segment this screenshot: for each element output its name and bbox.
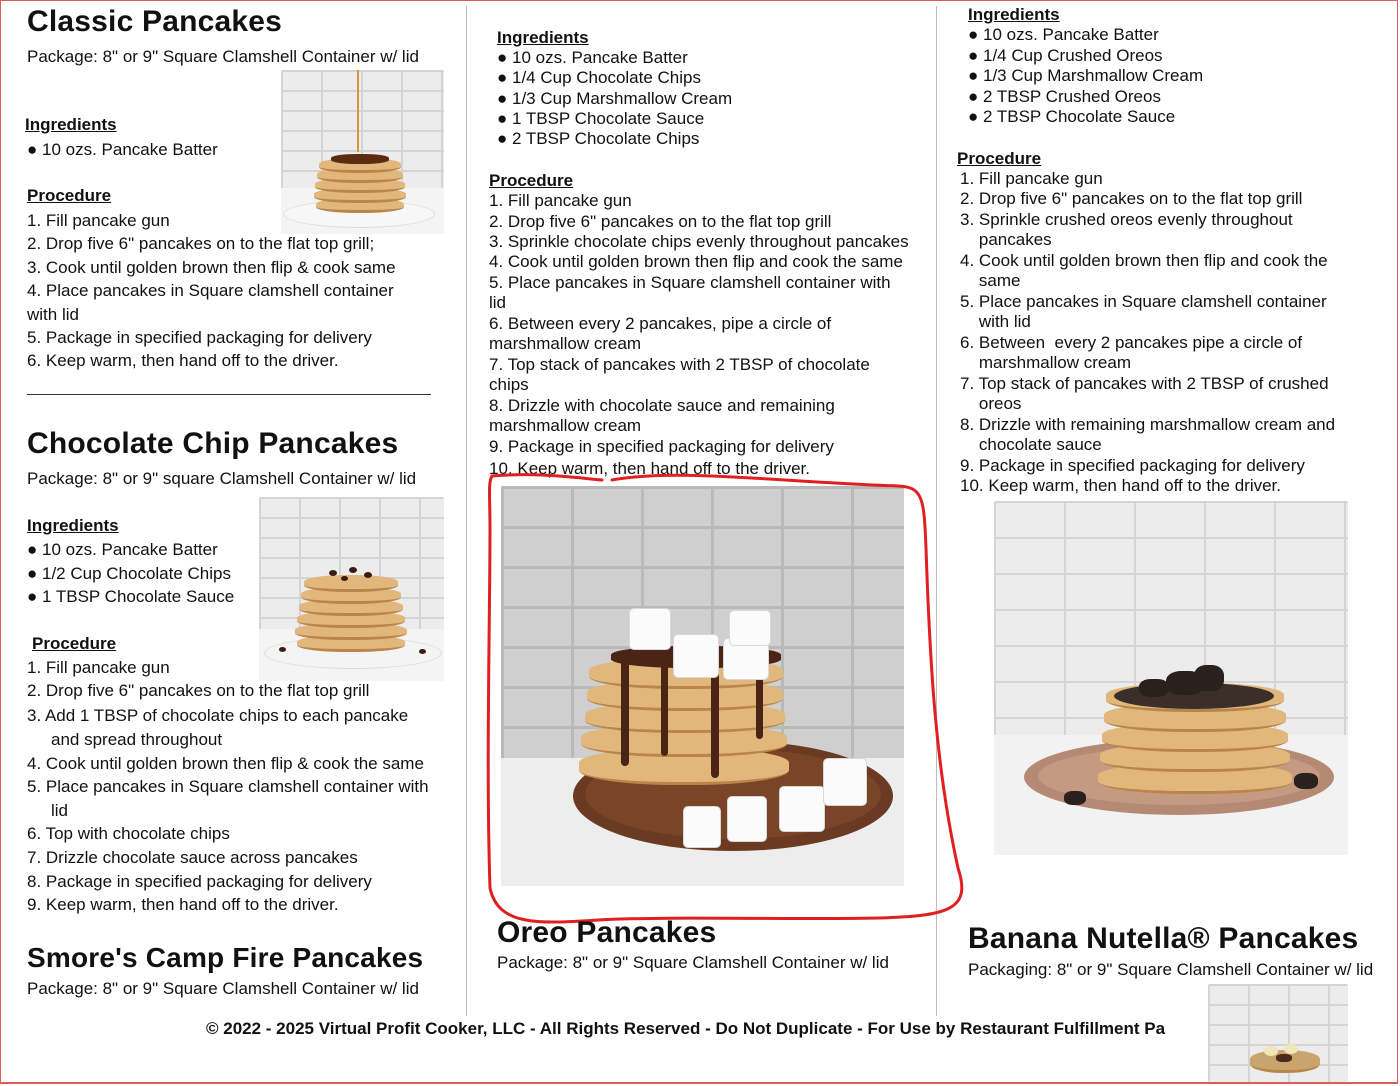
classic-ingredient-1: ● 10 ozs. Pancake Batter [27, 140, 218, 159]
section-divider [27, 394, 431, 395]
smores-ingredient: ● 2 TBSP Chocolate Chips [497, 129, 700, 148]
smores-step: 5. Place pancakes in Square clamshell container with [489, 273, 891, 292]
oreo-step: 1. Fill pancake gun [960, 169, 1103, 188]
banana-pancake-photo [1208, 984, 1348, 1082]
chocchip-procedure-heading: Procedure [32, 634, 117, 653]
smores-step: 8. Drizzle with chocolate sauce and remaining [489, 396, 835, 415]
smores-ingredient: ● 10 ozs. Pancake Batter [497, 48, 688, 67]
oreo-pancake-photo [994, 501, 1348, 855]
smores-ingredient: ● 1/4 Cup Chocolate Chips [497, 68, 701, 87]
oreo-ingredient: ● 2 TBSP Crushed Oreos [968, 87, 1161, 106]
classic-step: 2. Drop five 6" pancakes on to the flat top grill; [27, 234, 375, 253]
oreo-ingredient: ● 1/4 Cup Crushed Oreos [968, 46, 1163, 65]
chocchip-ingredient: ● 1/2 Cup Chocolate Chips [27, 564, 231, 583]
oreo-step: pancakes [960, 230, 1052, 249]
classic-step: with lid [27, 305, 79, 324]
smores-step: marshmallow cream [489, 416, 642, 435]
classic-step: 5. Package in specified packaging for delivery [27, 328, 372, 347]
chocchip-step: 9. Keep warm, then hand off to the driver. [27, 895, 339, 914]
chocchip-step: 2. Drop five 6" pancakes on to the flat top grill [27, 681, 370, 700]
chocchip-ingredients-heading: Ingredients [27, 516, 119, 535]
banana-package: Packaging: 8" or 9" Square Clamshell Container w/ lid [968, 960, 1374, 979]
smores-step: 4. Cook until golden brown then flip and cook the same [489, 252, 903, 271]
smores-step: 1. Fill pancake gun [489, 191, 632, 210]
classic-pancake-photo [281, 70, 444, 234]
oreo-ingredient: ● 1/3 Cup Marshmallow Cream [968, 66, 1204, 85]
oreo-procedure-heading: Procedure [957, 149, 1042, 168]
chocchip-step: 7. Drizzle chocolate sauce across pancakes [27, 848, 358, 867]
chocchip-ingredient: ● 1 TBSP Chocolate Sauce [27, 587, 235, 606]
smores-package: Package: 8" or 9" Square Clamshell Container w/ lid [27, 979, 419, 998]
oreo-step: with lid [960, 312, 1031, 331]
oreo-title: Oreo Pancakes [497, 916, 717, 949]
oreo-step: 6. Between every 2 pancakes pipe a circle of [960, 333, 1303, 352]
oreo-step: 10. Keep warm, then hand off to the driver. [960, 476, 1281, 495]
column-divider-left [466, 6, 467, 1016]
oreo-ingredient: ● 2 TBSP Chocolate Sauce [968, 107, 1176, 126]
smores-step: 7. Top stack of pancakes with 2 TBSP of chocolate [489, 355, 870, 374]
copyright-footer: © 2022 - 2025 Virtual Profit Cooker, LLC - All Rights Reserved - Do Not Duplicate - For Use by Restaurant Fulfillment Pa [206, 1019, 1166, 1038]
oreo-step: oreos [960, 394, 1022, 413]
oreo-ingredient: ● 10 ozs. Pancake Batter [968, 25, 1159, 44]
smores-ingredients-heading: Ingredients [497, 28, 589, 47]
chocchip-step: 1. Fill pancake gun [27, 658, 170, 677]
oreo-step: marshmallow cream [960, 353, 1131, 372]
chocchip-title: Chocolate Chip Pancakes [27, 427, 399, 460]
oreo-step: chocolate sauce [960, 435, 1102, 454]
chocchip-step: and spread throughout [51, 730, 223, 749]
chocchip-step: 8. Package in specified packaging for delivery [27, 872, 372, 891]
smores-ingredient: ● 1 TBSP Chocolate Sauce [497, 109, 705, 128]
oreo-step: 9. Package in specified packaging for delivery [960, 456, 1305, 475]
classic-title: Classic Pancakes [27, 5, 283, 38]
red-annotation-circle [478, 468, 972, 934]
chocchip-step: 3. Add 1 TBSP of chocolate chips to each pancake [27, 706, 409, 725]
classic-step: 6. Keep warm, then hand off to the driver. [27, 351, 339, 370]
smores-step: 9. Package in specified packaging for delivery [489, 437, 834, 456]
chocchip-pancake-photo [259, 497, 444, 681]
smores-procedure-heading: Procedure [489, 171, 574, 190]
classic-step: 3. Cook until golden brown then flip & cook same [27, 258, 396, 277]
smores-step: 6. Between every 2 pancakes, pipe a circle of [489, 314, 832, 333]
chocchip-step: lid [51, 801, 69, 820]
oreo-step: 4. Cook until golden brown then flip and cook the [960, 251, 1328, 270]
oreo-step: 8. Drizzle with remaining marshmallow cream and [960, 415, 1336, 434]
smores-step: lid [489, 293, 507, 312]
smores-title: Smore's Camp Fire Pancakes [27, 942, 424, 973]
oreo-step: 5. Place pancakes in Square clamshell container [960, 292, 1327, 311]
smores-step: 3. Sprinkle chocolate chips evenly throughout pancakes [489, 232, 909, 251]
oreo-ingredients-heading: Ingredients [968, 5, 1060, 24]
chocchip-step: 5. Place pancakes in Square clamshell container with [27, 777, 429, 796]
oreo-package: Package: 8" or 9" Square Clamshell Container w/ lid [497, 953, 889, 972]
smores-step: marshmallow cream [489, 334, 642, 353]
smores-step: chips [489, 375, 529, 394]
oreo-step: 3. Sprinkle crushed oreos evenly throughout [960, 210, 1293, 229]
smores-ingredient: ● 1/3 Cup Marshmallow Cream [497, 89, 733, 108]
classic-step: 4. Place pancakes in Square clamshell container [27, 281, 394, 300]
oreo-step: 2. Drop five 6" pancakes on to the flat top grill [960, 189, 1303, 208]
chocchip-step: 6. Top with chocolate chips [27, 824, 230, 843]
smores-step: 10. Keep warm, then hand off to the driver. [489, 459, 810, 478]
chocchip-package: Package: 8" or 9" square Clamshell Container w/ lid [27, 469, 417, 488]
classic-step: 1. Fill pancake gun [27, 211, 170, 230]
classic-procedure-heading: Procedure [27, 186, 112, 205]
smores-step: 2. Drop five 6" pancakes on to the flat top grill [489, 212, 832, 231]
chocchip-ingredient: ● 10 ozs. Pancake Batter [27, 540, 218, 559]
classic-ingredients-heading: Ingredients [25, 115, 117, 134]
classic-package: Package: 8" or 9" Square Clamshell Container w/ lid [27, 47, 419, 66]
oreo-step: 7. Top stack of pancakes with 2 TBSP of crushed [960, 374, 1329, 393]
banana-title: Banana Nutella® Pancakes [968, 922, 1359, 955]
oreo-step: same [960, 271, 1021, 290]
chocchip-step: 4. Cook until golden brown then flip & cook the same [27, 754, 424, 773]
